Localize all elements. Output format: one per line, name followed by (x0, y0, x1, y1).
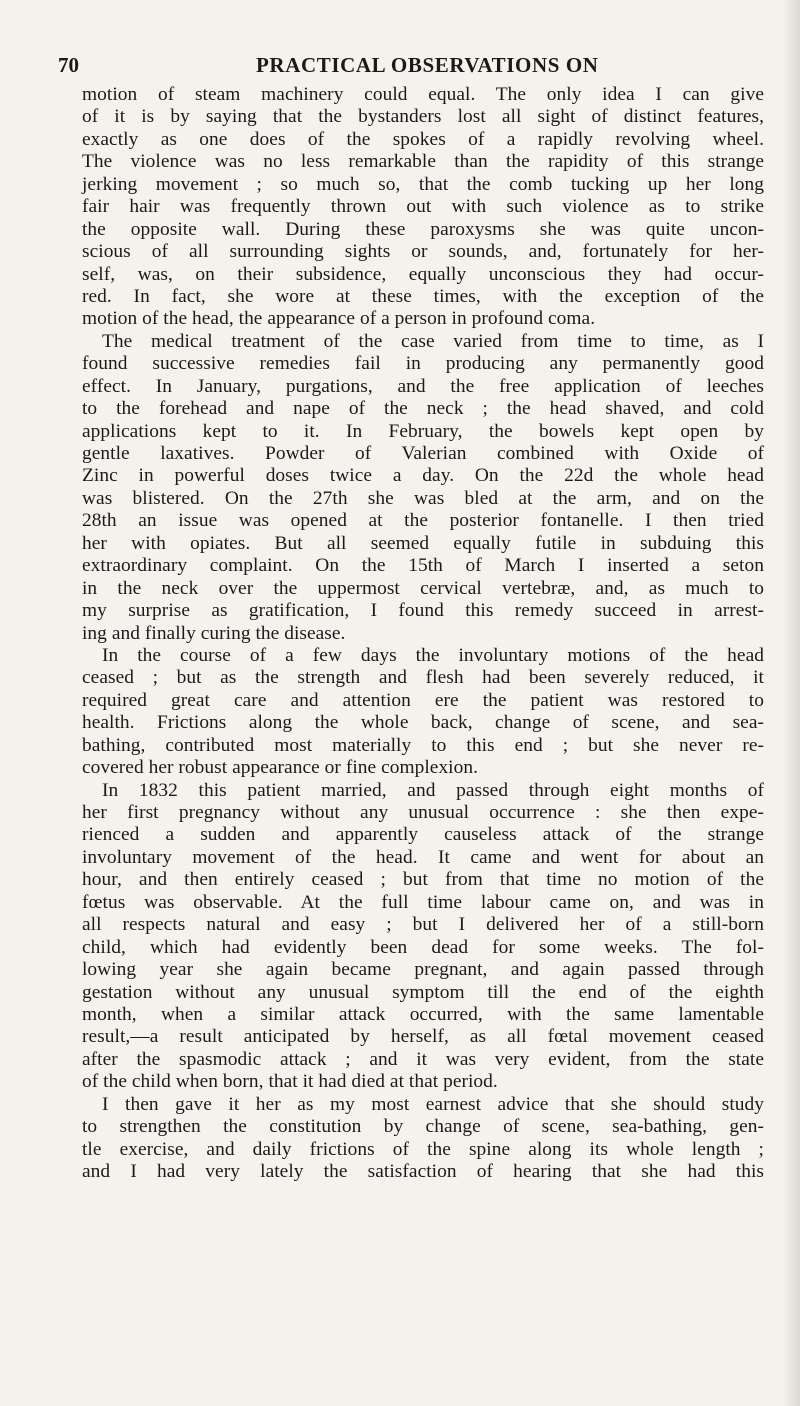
text-line: covered her robust appearance or fine complexion. (82, 757, 479, 779)
text-line: fair hair was frequently thrown out with such violence as to strike (82, 196, 764, 218)
text-line: extraordinary complaint. On the 15th of March I inserted a seton (82, 555, 764, 577)
text-line: month, when a similar attack occurred, with the same lamentable (82, 1003, 764, 1025)
text-line: result,—a result anticipated by herself, as all fœtal movement ceased (82, 1026, 764, 1048)
text-line: motion of the head, the appearance of a person in profound coma. (82, 308, 596, 330)
text-line: scious of all surrounding sights or sounds, and, fortunately for her- (82, 241, 764, 263)
text-line: applications kept to it. In February, the bowels kept open by (82, 420, 764, 442)
text-line: ceased ; but as the strength and flesh had been severely reduced, it (82, 667, 764, 689)
text-line: effect. In January, purgations, and the free application of leeches (82, 375, 764, 397)
text-line: to the forehead and nape of the neck ; the head shaved, and cold (82, 398, 764, 420)
text-line: gentle laxatives. Powder of Valerian combined with Oxide of (82, 443, 764, 464)
text-line: gestation without any unusual symptom till the end of the eighth (82, 981, 764, 1003)
text-line: hour, and then entirely ceased ; but from that time no motion of the (82, 869, 764, 891)
text-line: health. Frictions along the whole back, change of scene, and sea- (82, 712, 764, 734)
running-head (58, 50, 758, 80)
text-line: I then gave it her as my most earnest advice that she should study (102, 1093, 764, 1115)
text-line: involuntary movement of the head. It came and went for about an (82, 846, 764, 868)
text-line: In 1832 this patient married, and passed through eight months of (102, 779, 764, 801)
text-line: in the neck over the uppermost cervical vertebræ, and, as much to (82, 577, 764, 599)
text-line: fœtus was observable. At the full time labour came on, and was in (82, 891, 764, 913)
text-line: her first pregnancy without any unusual occurrence : she then expe- (82, 802, 764, 823)
text-line: In the course of a few days the involuntary motions of the head (102, 644, 764, 666)
text-line: of the child when born, that it had died at that period. (82, 1071, 498, 1093)
text-line: motion of steam machinery could equal. The only idea I can give (82, 84, 764, 105)
running-title: PRACTICAL OBSERVATIONS ON (256, 53, 599, 77)
page-number: 70 (58, 53, 79, 77)
text-line: of it is by saying that the bystanders lost all sight of distinct features, (82, 106, 764, 128)
body-text (82, 84, 764, 1183)
text-line: jerking movement ; so much so, that the comb tucking up her long (82, 173, 764, 195)
text-line: found successive remedies fail in producing any permanently good (82, 353, 764, 375)
text-line: to strengthen the constitution by change of scene, sea-bathing, gen- (82, 1116, 764, 1138)
text-line: ing and finally curing the disease. (82, 622, 346, 644)
text-line: The medical treatment of the case varied from time to time, as I (102, 330, 764, 352)
text-line: and I had very lately the satisfaction of hearing that she had this (82, 1161, 764, 1182)
text-line: lowing year she again became pregnant, and again passed through (82, 959, 764, 981)
text-line: rienced a sudden and apparently causeless attack of the strange (82, 824, 764, 846)
text-line: red. In fact, she wore at these times, with the exception of the (82, 285, 764, 307)
text-line: bathing, contributed most materially to this end ; but she never re- (82, 734, 764, 756)
text-line: was blistered. On the 27th she was bled at the arm, and on the (82, 487, 764, 509)
text-line: self, was, on their subsidence, equally unconscious they had occur- (82, 263, 764, 285)
text-line: child, which had evidently been dead for some weeks. The fol- (82, 936, 764, 958)
text-line: my surprise as gratification, I found this remedy succeed in arrest- (82, 600, 764, 622)
text-line: all respects natural and easy ; but I delivered her of a still-born (82, 914, 764, 936)
text-line: her with opiates. But all seemed equally futile in subduing this (82, 532, 764, 554)
text-line: the opposite wall. During these paroxysms she was quite uncon- (82, 218, 764, 240)
text-line: after the spasmodic attack ; and it was very evident, from the state (82, 1048, 764, 1070)
text-line: Zinc in powerful doses twice a day. On the 22d the whole head (82, 465, 764, 487)
text-line: tle exercise, and daily frictions of the spine along its whole length ; (82, 1138, 764, 1160)
text-line: required great care and attention ere the patient was restored to (82, 689, 764, 711)
text-line: The violence was no less remarkable than the rapidity of this strange (82, 151, 764, 173)
page-edge-shadow (782, 0, 800, 1406)
text-line: 28th an issue was opened at the posterior fontanelle. I then tried (82, 510, 764, 532)
text-line: exactly as one does of the spokes of a rapidly revolving wheel. (82, 128, 764, 150)
